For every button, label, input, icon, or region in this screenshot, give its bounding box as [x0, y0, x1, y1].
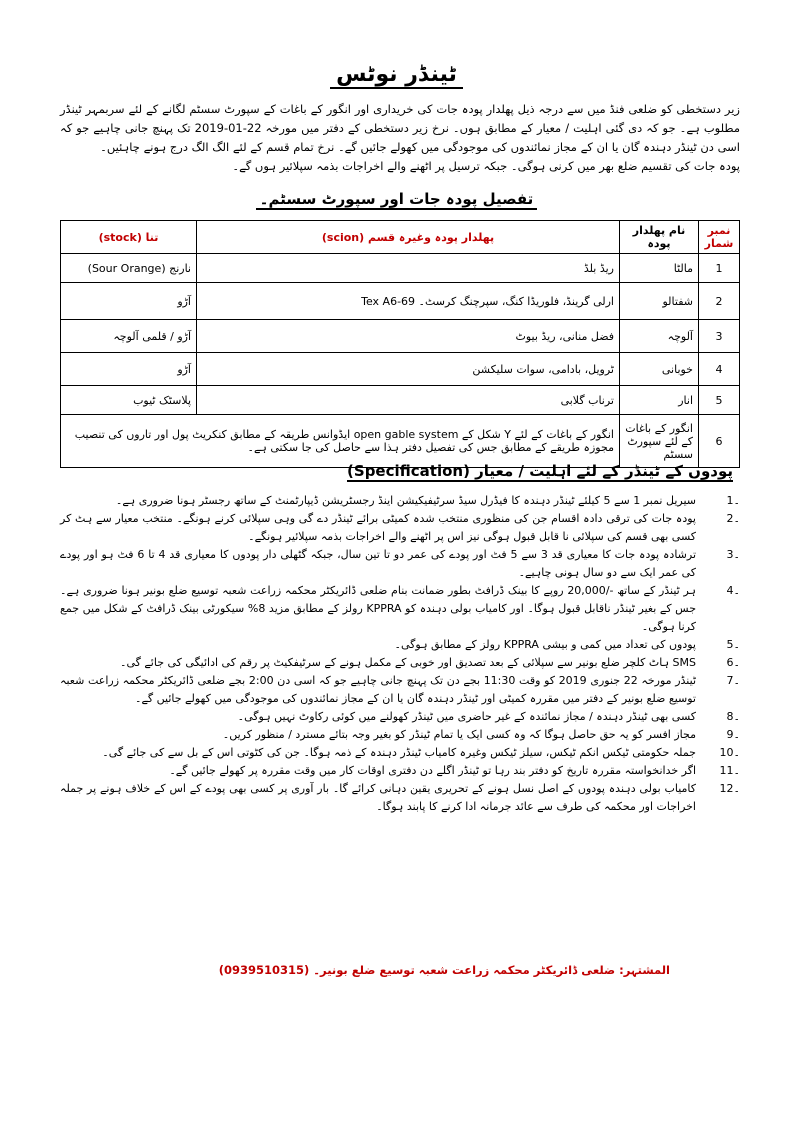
- item-number: ۔2: [726, 512, 740, 525]
- item-text: SMS ہاٹ کلچر ضلع بونیر سے سپلائی کے بعد تصدیق اور خوبی کے مکمل ہونے کے سرٹیفکیٹ پر رقم کی ادائیگی کی جائے گی۔: [120, 656, 696, 669]
- item-text: سیریل نمبر 1 سے 5 کیلئے ٹینڈر دہندہ کا فیڈرل سیڈ سرٹیفیکیشن اینڈ رجسٹریشن ڈیپارٹمنٹ کے ساتھ رجسٹر ہونا ضروری ہے۔: [115, 494, 696, 507]
- item-number: ۔7: [726, 674, 740, 687]
- item-text: ترشادہ پودہ جات کا معیاری قد 3 سے 5 فٹ اور پودے کی عمر دو تا تین سال، جبکہ گٹھلی دار پودوں کا معیاری قد 4 تا 6 فٹ ہو اور پودے کی عمر ایک سے دو سال ہونی چاہیے۔: [60, 548, 697, 579]
- item-number: ۔9: [726, 728, 740, 741]
- item-text: مجاز افسر کو یہ حق حاصل ہوگا کہ وہ کسی ایک یا تمام ٹینڈر کو بغیر وجہ بتائے مسترد / منظور کریں۔: [222, 728, 696, 741]
- table-row: [61, 320, 740, 353]
- list-item: [60, 708, 740, 726]
- item-number: ۔11: [719, 764, 740, 777]
- item-text: پودہ جات کی ترقی دادہ اقسام جن کی منظوری منتخب شدہ کمیٹی برائے ٹینڈر دے گی وہی سپلائی کرنے ہونگے۔ منتخب معیار سے ہٹ کر کسی بھی قسم کی سپلائی نا قابل قبول ہوگی نیز اس پر اٹھنے والے اخراجات بذمہ سپلائیر ہونگے۔: [60, 512, 696, 543]
- item-text: جملہ حکومتی ٹیکس انکم ٹیکس، سیلز ٹیکس وغیرہ کامیاب ٹینڈر دہندہ کے ذمہ ہوگا۔ جن کی کٹوتی اس کے بل سے کی جائے گی۔: [102, 746, 696, 759]
- list-item: [60, 510, 740, 546]
- advertiser-text: المشتہر: ضلعی ڈائریکٹر محکمہ زراعت شعبہ توسیع ضلع بونیر۔ (0939510315): [218, 963, 670, 977]
- row-num: 5: [699, 386, 740, 415]
- row-num: 1: [699, 254, 740, 283]
- intro-paragraph-1: زیر دستخطی کو ضلعی فنڈ میں سے درجہ ذیل پھلدار پودہ جات کی خریداری اور انگور کے باغات کے سپورٹ سسٹم لگانے کے لئے سربمہر ٹینڈر مطلوب ہے۔ جو کہ دی گئی اہلیت / معیار کے مطابق ہوں۔ نرخ زیر دستخطی کے دفتر میں مورخہ 22-01-2019 تک پہنچ جانی چاہیے جو کہ اسی دن ٹینڈر دہندہ گان یا ان کے مجاز نمائندوں کی موجودگی میں کھولے جائیں گے۔ نرخ تمام قسم کے لئے الگ الگ درج ہونے چاہئیں۔: [60, 102, 740, 154]
- row-stock: آڑو: [61, 283, 197, 320]
- list-item: [60, 492, 740, 510]
- row-stock: نارنج (Sour Orange): [61, 254, 197, 283]
- row-scion: ٹرویل، بادامی، سوات سلیکشن: [197, 353, 620, 386]
- list-item: [60, 780, 740, 816]
- requirements-title-text: پودوں کے ٹینڈر کے لئے اہلیت / معیار (Specification): [347, 462, 733, 480]
- row-name: آلوچہ: [620, 320, 699, 353]
- page-title: [0, 62, 793, 87]
- row-num: 6: [699, 415, 740, 468]
- row-num: 2: [699, 283, 740, 320]
- row-name: انگور کے باغات کے لئے سپورٹ سسٹم: [620, 415, 699, 468]
- table-row: [61, 254, 740, 283]
- table-title-text: تفصیل پودہ جات اور سپورٹ سسٹم۔: [256, 190, 538, 210]
- list-item: [60, 744, 740, 762]
- list-item: [60, 726, 740, 744]
- intro-section: [60, 100, 740, 176]
- row-scion: ریڈ بلڈ: [197, 254, 620, 283]
- row-scion: ترناب گلابی: [197, 386, 620, 415]
- table-row: [61, 386, 740, 415]
- row-scion: فضل منانی، ریڈ بیوٹ: [197, 320, 620, 353]
- list-item: [60, 636, 740, 654]
- item-text: ٹینڈر مورخہ 22 جنوری 2019 کو وقت 11:30 بجے دن تک پہنچ جانی چاہیے جو کہ اسی دن 2:00 بجے ضلعی ڈائریکٹر محکمہ زراعت شعبہ توسیع ضلع بونیر کے دفتر میں مقررہ کمیٹی اور ٹینڈر دہندہ گان یا ان کے مجاز نمائندوں کی موجودگی میں کھولے جائیں گے۔: [60, 674, 697, 705]
- row-name: مالٹا: [620, 254, 699, 283]
- header-num: نمبر شمار: [699, 221, 740, 254]
- item-number: ۔10: [719, 746, 740, 759]
- row-stock: پلاسٹک ٹیوب: [61, 386, 197, 415]
- list-item: [60, 672, 740, 708]
- row-stock: آڑو: [61, 353, 197, 386]
- row-stock: آڑو / قلمی آلوچہ: [61, 320, 197, 353]
- requirements-title: [347, 462, 733, 480]
- row-name: انار: [620, 386, 699, 415]
- item-number: ۔8: [726, 710, 740, 723]
- table-title: [0, 190, 793, 208]
- list-item: [60, 582, 740, 636]
- header-stock: تنا (stock): [61, 221, 197, 254]
- row-scion: انگور کے باغات کے لئے Y شکل کے open gable system ایڈوانس طریقہ کے مطابق کنکریٹ پول اور تاروں کی تنصیب مجوزہ طریقے کے مطابق جس کی تفصیل دفتر ہذا سے حاصل کی جا سکتی ہے۔: [61, 415, 620, 468]
- list-item: [60, 546, 740, 582]
- item-text: کسی بھی ٹینڈر دہندہ / مجاز نمائندہ کے غیر حاضری میں ٹینڈر کھولنے میں کوئی رکاوٹ نہیں ہوگی۔: [237, 710, 696, 723]
- item-number: ۔5: [726, 638, 740, 651]
- table-row: [61, 415, 740, 468]
- plants-table: [60, 220, 740, 468]
- row-scion: ارلی گرینڈ، فلوریڈا کنگ، سپرچنگ کرسٹ۔ Tex A6-69: [197, 283, 620, 320]
- item-text: اگر خدانخواستہ مقررہ تاریخ کو دفتر بند رہا تو ٹینڈر اگلے دن دفتری اوقات کار میں وقت مقررہ پر کھولے جائیں گے۔: [169, 764, 696, 777]
- item-text: ہر ٹینڈر کے ساتھ -/20,000 روپے کا بینک ڈرافٹ بطور ضمانت بنام ضلعی ڈائریکٹر محکمہ زراعت شعبہ توسیع ضلع بونیر ہونا ضروری ہے۔ جس کے بغیر ٹینڈر ناقابل قبول ہوگا۔ اور کامیاب بولی دہندہ کو KPPRA رولز کے مطابق مزید 8% سیکورٹی بینک ڈرافٹ کے شکل میں جمع کرنا ہوگی۔: [60, 584, 696, 633]
- page-title-text: ٹینڈر نوٹس: [330, 62, 463, 89]
- table-row: [61, 353, 740, 386]
- item-number: ۔4: [726, 584, 740, 597]
- advertiser-footer: [60, 963, 740, 977]
- row-name: شفتالو: [620, 283, 699, 320]
- row-num: 3: [699, 320, 740, 353]
- header-scion: پھلدار پودہ وغیرہ قسم (scion): [197, 221, 620, 254]
- intro-paragraph-2: پودہ جات کی تقسیم ضلع بھر میں کرنی ہوگی۔ جبکہ ترسیل پر اٹھنے والے اخراجات بذمہ سپلائیر ہوں گے۔: [232, 159, 740, 173]
- item-number: ۔1: [726, 494, 740, 507]
- list-item: [60, 654, 740, 672]
- table-header-row: [61, 221, 740, 254]
- table-row: [61, 283, 740, 320]
- item-text: کامیاب بولی دہندہ پودوں کے اصل نسل ہونے کے تحریری یقین دہانی کرائے گا۔ بار آوری پر کسی بھی پودے کے اس کے خلاف ہونے پر جملہ اخراجات اور محکمہ کی طرف سے عائد جرمانہ ادا کرنے کا پابند ہوگا۔: [60, 782, 696, 813]
- item-number: ۔3: [726, 548, 740, 561]
- item-text: پودوں کی تعداد میں کمی و بیشی KPPRA رولز کے مطابق ہوگی۔: [394, 638, 696, 651]
- item-number: ۔6: [726, 656, 740, 669]
- row-num: 4: [699, 353, 740, 386]
- row-name: خوبانی: [620, 353, 699, 386]
- list-item: [60, 762, 740, 780]
- item-number: ۔12: [719, 782, 740, 795]
- requirements-list: [60, 492, 740, 816]
- header-name: نام پھلدار پودہ: [620, 221, 699, 254]
